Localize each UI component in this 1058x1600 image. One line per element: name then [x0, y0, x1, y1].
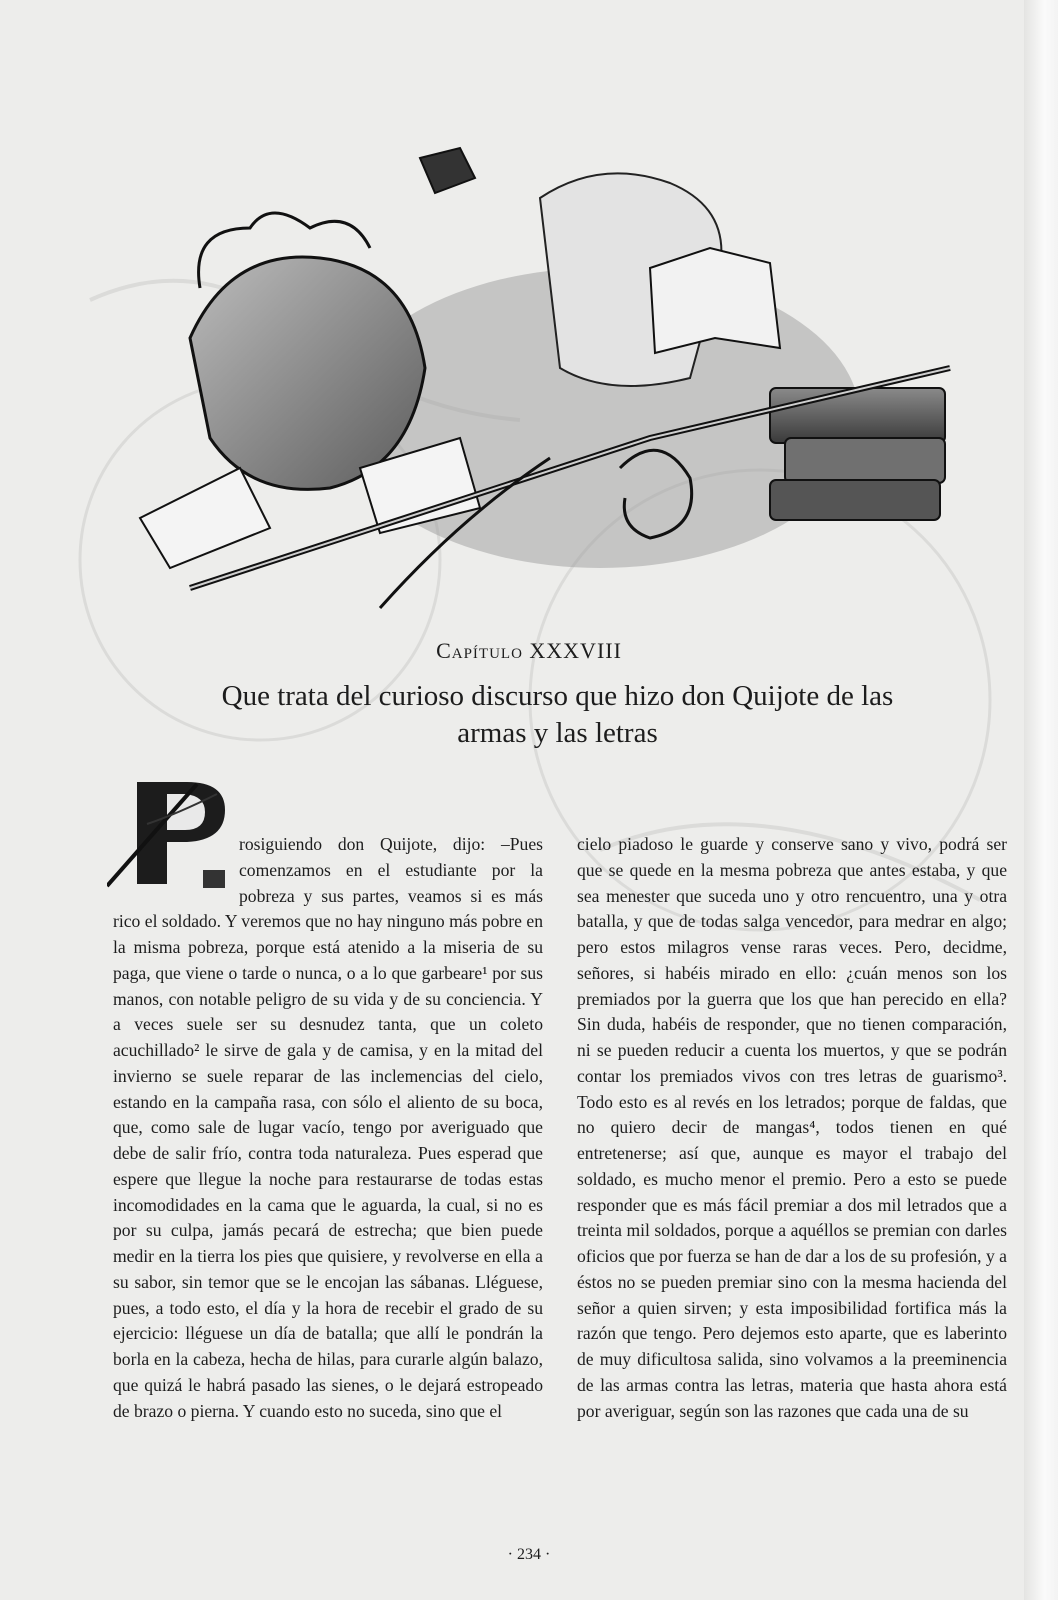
chapter-title: Que trata del curioso discurso que hizo don Quijote de las armas y las letras [221, 680, 894, 749]
page-number: · 234 · [507, 1546, 551, 1563]
inkpot-shape [420, 148, 475, 193]
paragraph-left: rosiguiendo don Quijote, dijo: –Pues comenzamos en el estudiante por la pobreza y sus partes, veamos si es más rico el soldado. Y veremos que no hay ninguno más pobre en la misma pobreza, porque está atenido a la miseria de su paga, que viene o tarde o nunca, o a lo que garbeare¹ por sus manos, con notable peligro de su vida y de su conciencia. Y a veces suele ser su desnudez tanta, que un coleto acuchillado² le sirve de gala y de camisa, y en la mitad del invierno se suele reparar de las inclemencias del cielo, estando en la campaña rasa, con sólo el aliento de su boca, que, como sale de lugar vacío, tengo por averiguado que debe de salir frío, contra toda naturaleza. Pues esperad que espere que llegue la noche para restaurarse de todas estas incomodidades en la cama que le aguarda, la cual, si no es por su culpa, jamás pecará de estrecha; que bien puede medir en la tierra los pies que quisiere, y revolverse en ella a su sabor, sin temor que se le encojan las sábanas. Lléguese, pues, a todo esto, el día y la hora de recebir el grado de su ejercicio: lléguese un día de batalla; que allí le pondrán la borla en la cabeza, hecha de hilas, para curarle algún balazo, que quizá le habrá pasado las sienes, o le dejará estropeado de brazo o pierna. Y cuando esto no suceda, sino que el [113, 834, 543, 1421]
book-shape [770, 480, 940, 520]
book-shape [785, 438, 945, 483]
chapter-number: Capítulo XXXVIII [436, 638, 622, 663]
arms-and-letters-illustration [130, 138, 960, 628]
open-book-shape [650, 248, 780, 353]
body-column-left [113, 832, 543, 1424]
book-shape [770, 388, 945, 443]
helmet-shape [190, 257, 425, 489]
paper-shape [140, 468, 270, 568]
page-edge [1024, 0, 1058, 1600]
body-column-right [577, 832, 1007, 1424]
paragraph-right: cielo piadoso le guarde y conserve sano y vivo, podrá ser que se quede en la mesma pobreza que antes estaba, y que sea menester que suceda uno y otro rencuentro, una y otra batalla, y que de todas salga vencedor, para medrar en algo; pero estos milagros vense raras veces. Pero, decidme, señores, si habéis mirado en ello: ¿cuán menos son los premiados por la guerra que los que han perecido en ella? Sin duda, habéis de responder, que no tienen comparación, ni se pueden reducir a cuenta los muertos, y que se podrán contar los premiados vivos con tres letras de guarismo³. Todo esto es al revés en los letrados; porque de faldas, que no quiero decir de mangas⁴, todos tienen en qué entretenerse; así que, aunque es mayor el trabajo del soldado, es mucho menor el premio. Pero a esto se puede responder que es más fácil premiar a dos mil letrados que a treinta mil soldados, porque a aquéllos se premian con darles oficios que por fuerza se han de dar a los de su profesión, y a éstos no se pueden premiar sino con la mesma hacienda del señor a quien sirven; y esta imposibilidad fortifica más la razón que tengo. Pero dejemos esto aparte, que es laberinto de muy dificultosa salida, sino volvamos a la preeminencia de las armas contra las letras, materia que hasta ahora está por averiguar, según son las razones que cada una de su [577, 834, 1007, 1421]
drop-cap-p-illumination [107, 774, 233, 892]
